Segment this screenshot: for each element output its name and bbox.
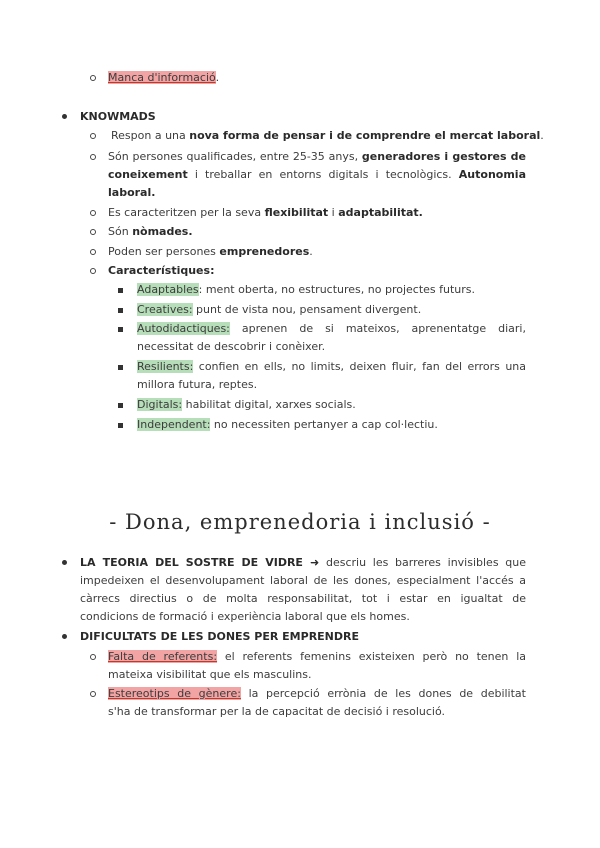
circle-bullet-icon: [90, 154, 96, 160]
section-title: - Dona, emprenedoria i inclusió -: [109, 510, 491, 534]
circle-bullet-icon: [90, 654, 96, 660]
list-item-continuation: impedeixen el desenvolupament laboral de les dones, especialment l'accés a: [80, 574, 526, 587]
list-item-continuation: laboral.: [108, 186, 156, 199]
list-item: Autodidactiques: aprenen de si mateixos, aprenentatge diari,: [137, 322, 526, 335]
list-item: Independent: no necessiten pertanyer a cap col·lectiu.: [137, 418, 438, 431]
highlight-red: Manca d'informació: [108, 71, 216, 84]
square-bullet-icon: [118, 327, 123, 332]
square-bullet-icon: [118, 423, 123, 428]
list-item-continuation: càrrecs directius o de molta responsabilitat, tot i estar en igualtat de: [80, 592, 526, 605]
square-bullet-icon: [118, 403, 123, 408]
square-bullet-icon: [118, 288, 123, 293]
section-heading: DIFICULTATS DE LES DONES PER EMPRENDRE: [80, 630, 359, 643]
list-item: Manca d'informació.: [108, 71, 220, 84]
list-item: Respon a una nova forma de pensar i de comprendre el mercat laboral.: [111, 129, 544, 142]
list-item-continuation: mateixa visibilitat que els masculins.: [108, 668, 312, 681]
square-bullet-icon: [118, 308, 123, 313]
list-item: Digitals: habilitat digital, xarxes socials.: [137, 398, 356, 411]
square-bullet-icon: [118, 365, 123, 370]
circle-bullet-icon: [90, 249, 96, 255]
highlight-green: Independent:: [137, 418, 211, 431]
highlight-red: Falta de referents:: [108, 650, 218, 663]
highlight-green: Autodidactiques:: [137, 322, 230, 335]
disc-bullet-icon: [62, 114, 67, 119]
highlight-green: Resilients:: [137, 360, 194, 373]
circle-bullet-icon: [90, 210, 96, 216]
list-item: LA TEORIA DEL SOSTRE DE VIDRE ➜ descriu les barreres invisibles que: [80, 556, 526, 569]
list-item-continuation: coneixement i treballar en entorns digitals i tecnològics. Autonomia: [108, 168, 526, 181]
circle-bullet-icon: [90, 75, 96, 81]
list-item: Falta de referents: el referents femenins existeixen però no tenen la: [108, 650, 527, 663]
list-item: Adaptables: ment oberta, no estructures, no projectes futurs.: [137, 283, 476, 296]
list-item: Resilients: confien en ells, no limits, deixen fluir, fan del errors una: [137, 360, 526, 373]
list-item: Característiques:: [108, 264, 215, 277]
list-item: Estereotips de gènere: la percepció errònia de les dones de debilitat: [108, 687, 526, 700]
disc-bullet-icon: [62, 560, 67, 565]
list-item-continuation: s'ha de transformar per la de capacitat de decisió i resolució.: [108, 705, 446, 718]
highlight-red: Estereotips de gènere:: [108, 687, 241, 700]
list-item: Poden ser persones emprenedores.: [108, 245, 313, 258]
list-item-continuation: necessitat de descobrir i conèixer.: [137, 340, 326, 353]
list-item-continuation: millora futura, reptes.: [137, 378, 258, 391]
list-item: Són nòmades.: [108, 225, 193, 238]
disc-bullet-icon: [62, 634, 67, 639]
list-item-continuation: condicions de formació i experiència laboral que els homes.: [80, 610, 410, 623]
list-item: Són persones qualificades, entre 25-35 anys, generadores i gestores de: [108, 150, 526, 163]
section-heading: KNOWMADS: [80, 110, 156, 123]
highlight-green: Creatives:: [137, 303, 193, 316]
circle-bullet-icon: [90, 229, 96, 235]
list-item: Es caracteritzen per la seva flexibilitat i adaptabilitat.: [108, 206, 423, 219]
list-item: Creatives: punt de vista nou, pensament divergent.: [137, 303, 422, 316]
highlight-green: Digitals:: [137, 398, 183, 411]
circle-bullet-icon: [90, 133, 96, 139]
circle-bullet-icon: [90, 691, 96, 697]
circle-bullet-icon: [90, 268, 96, 274]
highlight-green: Adaptables: [137, 283, 199, 296]
